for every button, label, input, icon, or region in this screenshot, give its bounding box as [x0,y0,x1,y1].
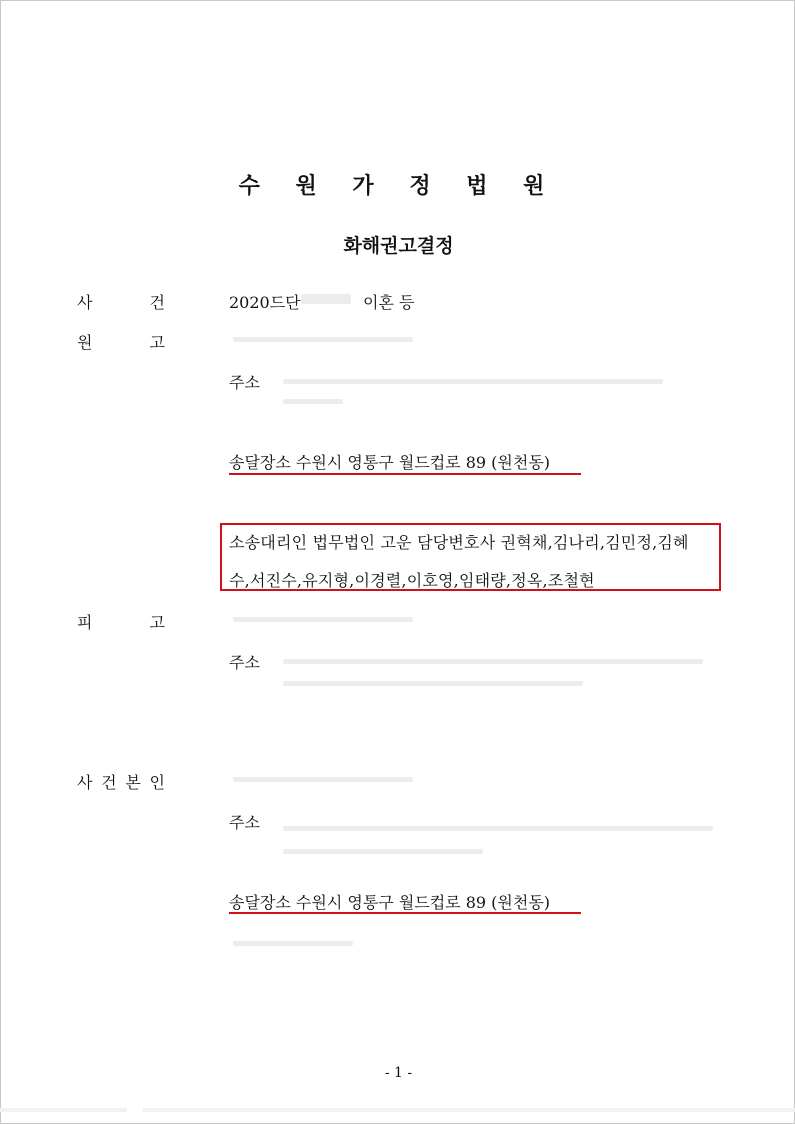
plaintiff-label: 원 고 [77,333,165,352]
bottom-strip [0,1108,795,1112]
case-number: 2020드단 [229,293,301,312]
plaintiff-service-address: 송달장소 수원시 영통구 월드컵로 89 (원천동) [229,453,551,472]
highlight-underline [229,473,581,475]
page-number: - 1 - [384,1065,413,1081]
redaction [301,294,351,304]
plaintiff-agent-line-2: 수,서진수,유지형,이경렬,이호영,임태량,정옥,조철현 [229,571,595,590]
redaction [233,941,353,946]
principal-label: 사 건 본 인 [77,773,165,792]
defendant-label: 피 고 [77,613,165,632]
case-name: 이혼 등 [363,293,415,312]
principal-address-label: 주소 [229,813,260,832]
highlight-underline [229,912,581,914]
redaction [283,681,583,686]
redaction [283,399,343,404]
plaintiff-address-label: 주소 [229,373,260,392]
redaction [283,659,703,664]
redaction [283,826,713,831]
redaction [233,617,413,622]
principal-service-address: 송달장소 수원시 영통구 월드컵로 89 (원천동) [229,893,551,912]
document-title: 화해권고결정 [343,235,454,257]
defendant-address-label: 주소 [229,653,260,672]
redaction [283,379,663,384]
court-name: 수 원 가 정 법 원 [238,174,559,199]
redaction [233,777,413,782]
redaction [233,337,413,342]
redaction [283,849,483,854]
plaintiff-agent-line-1: 소송대리인 법무법인 고운 담당변호사 권혁채,김나리,김민정,김혜 [229,533,689,552]
case-label: 사 건 [77,293,165,312]
